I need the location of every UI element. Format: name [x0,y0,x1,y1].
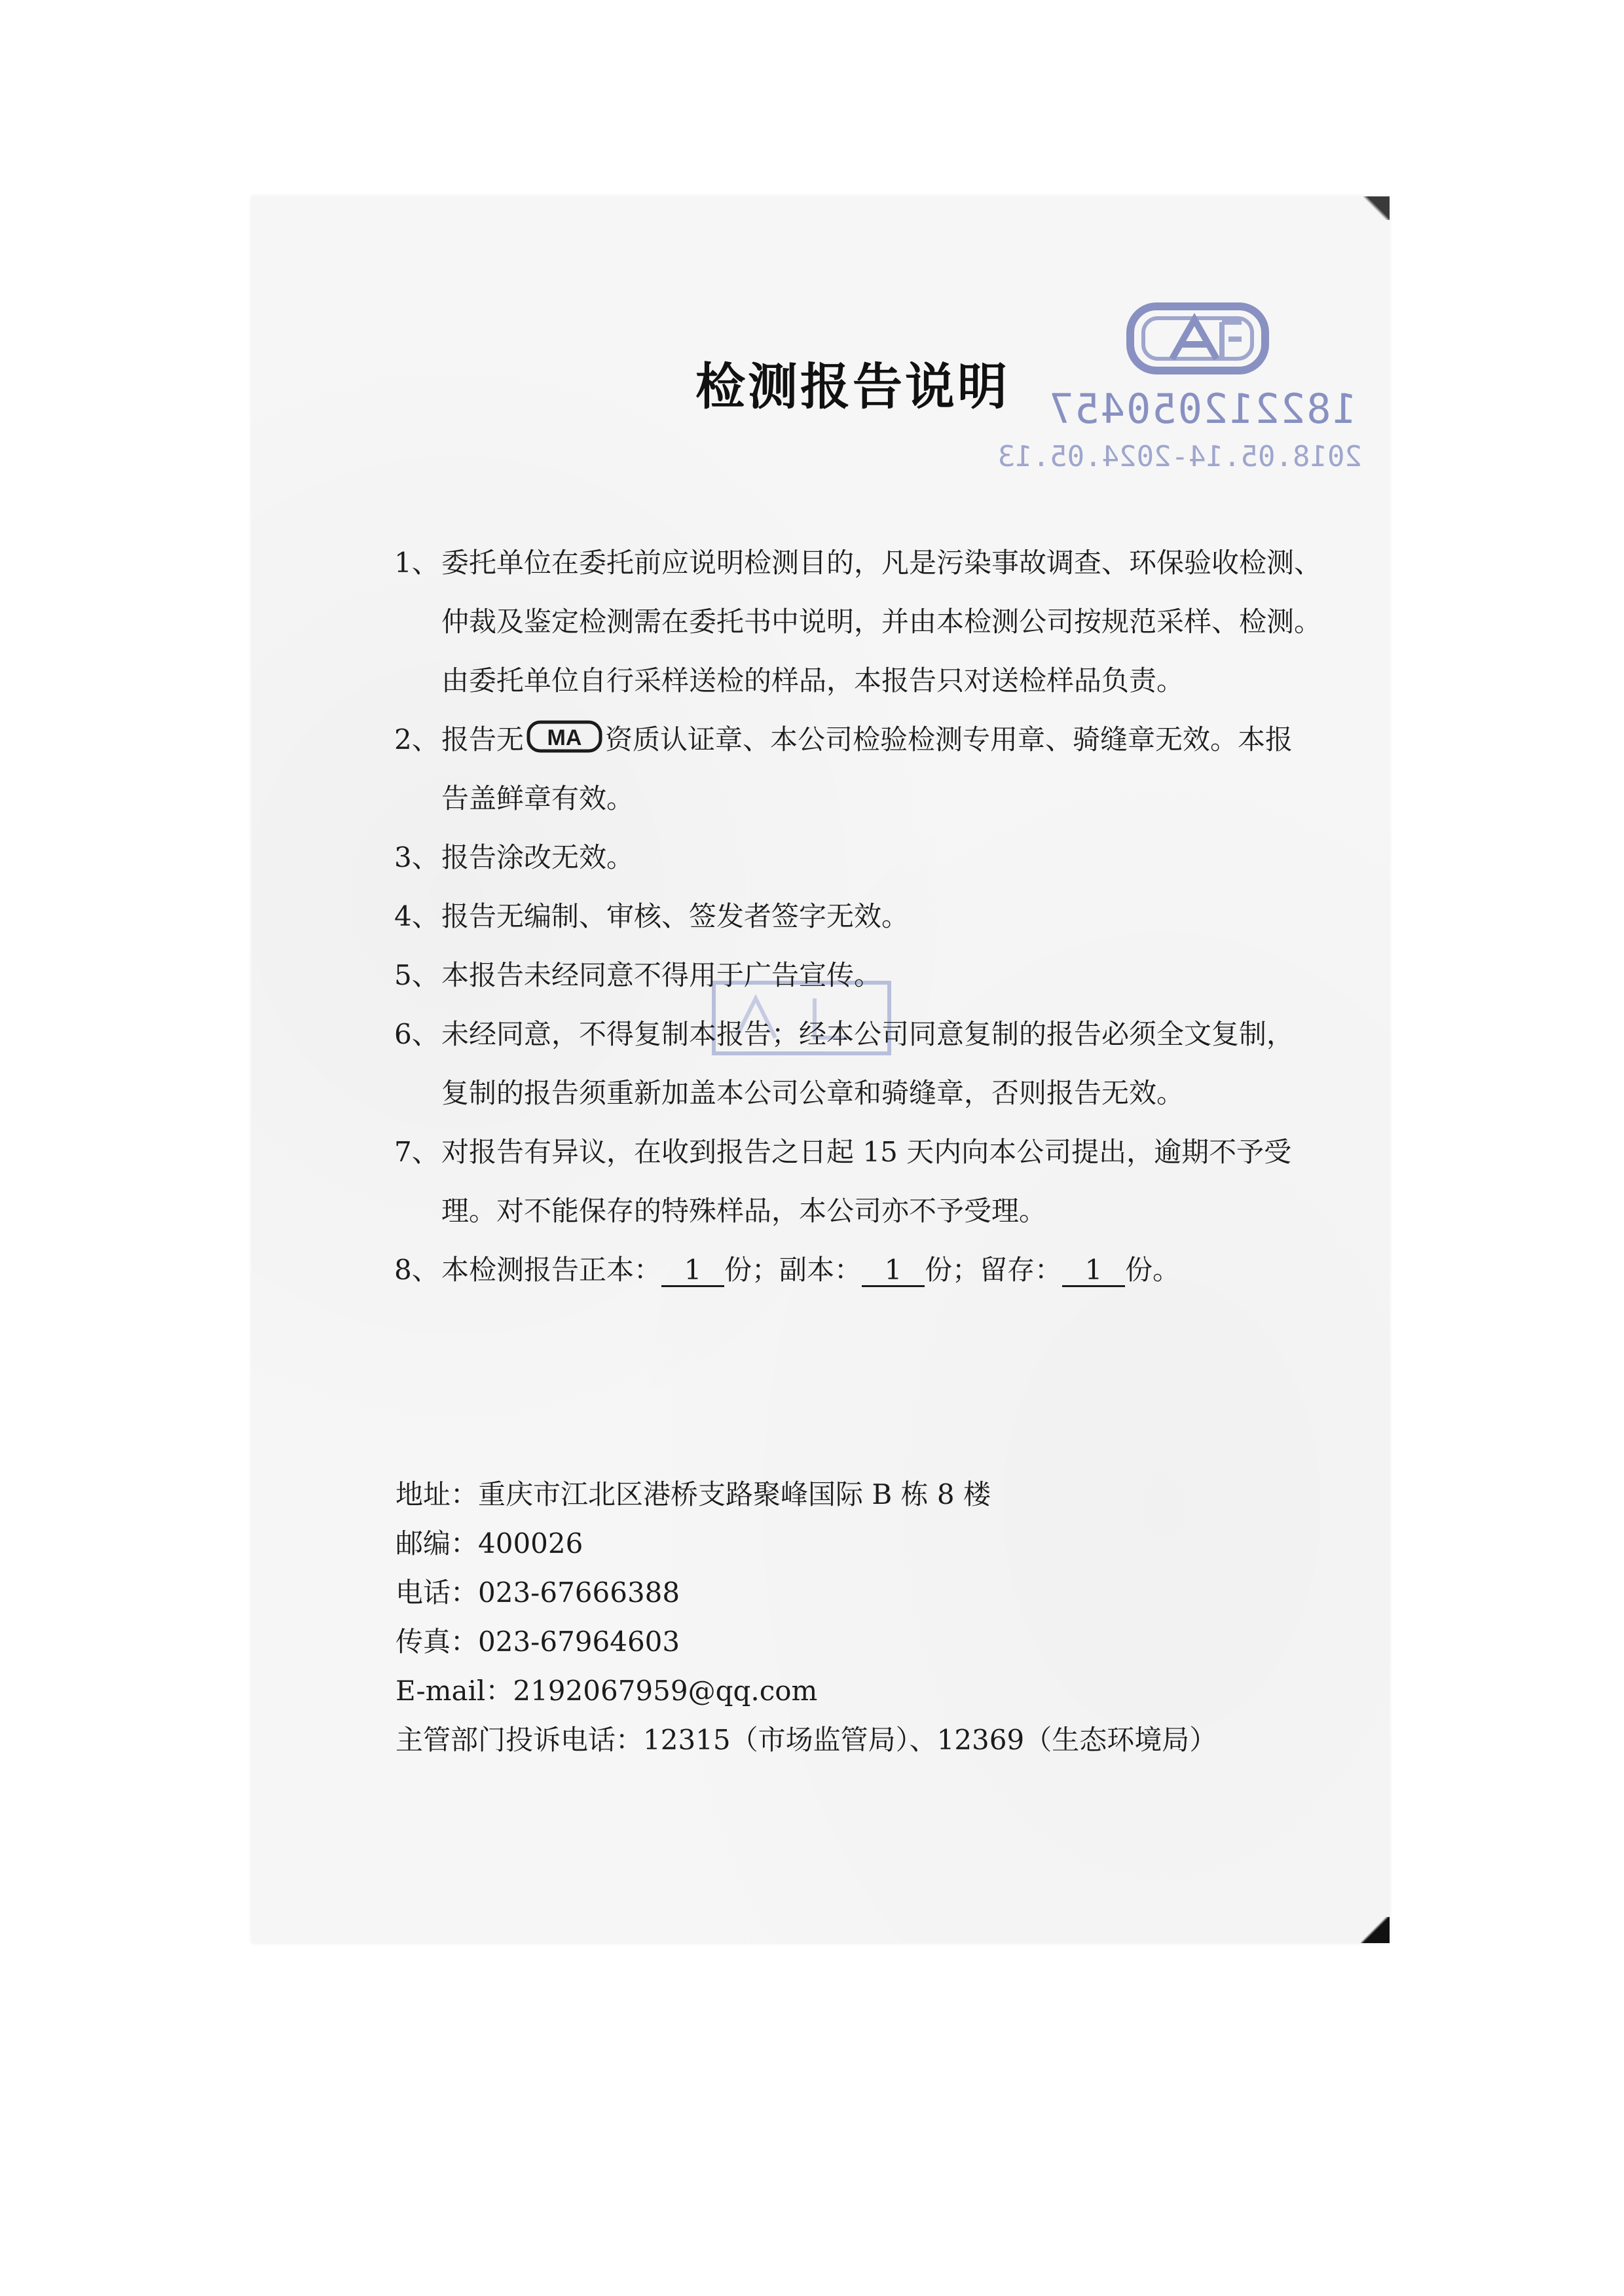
note-text: 报告无编制、审核、签发者签字无效。 [441,900,910,932]
contact-fax: 传真：023-67964603 [396,1626,680,1658]
stamp-number: 182212050457 [1048,385,1357,433]
page-title: 检测报告说明 [695,357,1010,416]
copy-count-label: 份；副本： [724,1254,862,1286]
notes-list [394,534,1337,1300]
scan-corner-top-right [1363,196,1390,220]
note-text-after-mark: 资质认证章、本公司检验检测专用章、骑缝章无效。本报 [605,723,1293,756]
note-text: 委托单位在委托前应说明检测目的，凡是污染事故调查、环保验收检测、 [441,547,1322,579]
contact-phone: 电话：023-67666388 [396,1576,680,1609]
complaint-phone: 主管部门投诉电话：12315（市场监管局）、12369（生态环境局） [396,1724,1217,1756]
note-text: 本报告未经同意不得用于广告宣传。 [441,959,882,991]
copy-count-value: 1 [862,1255,925,1287]
note-item-2 [394,710,1337,828]
document-page [251,196,1390,1943]
contact-block [396,1470,1345,1764]
contact-email: E-mail：2192067959@qq.com [396,1675,818,1707]
note-number: 1、 [394,547,439,579]
scan-corner-bottom-right [1361,1917,1390,1943]
note-text-before-mark: 报告无 [441,723,525,756]
note-text: 对报告有异议，在收到报告之日起 15 天内向本公司提出，逾期不予受 [441,1136,1292,1168]
retain-count-value: 1 [1062,1255,1125,1287]
note-text: 报告涂改无效。 [441,841,635,873]
note-text: 由委托单位自行采样送检的样品，本报告只对送检样品负责。 [441,665,1185,697]
note-item-8 [394,1241,1337,1300]
note-text: 复制的报告须重新加盖本公司公章和骑缝章，否则报告无效。 [441,1077,1185,1109]
note-number: 5、 [394,959,439,991]
note-number: 4、 [394,900,439,932]
note-text: 仲裁及鉴定检测需在委托书中说明，并由本检测公司按规范采样、检测。 [441,606,1322,638]
note-text [441,710,1337,769]
note-number: 2、 [394,723,439,756]
note-text: 理。对不能保存的特殊样品，本公司亦不予受理。 [441,1195,1047,1227]
note-item-4 [394,887,1337,946]
note-number: 6、 [394,1018,439,1050]
note-item-3 [394,828,1337,887]
contact-address: 地址：重庆市江北区港桥支路聚峰国际 B 栋 8 楼 [396,1478,991,1510]
stamp-validity: 2018.05.14-2024.05.13 [997,440,1362,473]
original-count-label: 本检测报告正本： [441,1254,662,1286]
cma-stamp [997,295,1362,491]
note-item-6 [394,1005,1337,1123]
note-text: 告盖鲜章有效。 [441,782,635,814]
note-number: 8、 [394,1254,439,1286]
note-text: 未经同意，不得复制本报告；经本公司同意复制的报告必须全文复制， [441,1018,1295,1050]
note-text [441,1241,1337,1300]
count-suffix: 份。 [1125,1254,1181,1286]
note-number: 3、 [394,841,439,873]
cma-stamp-logo-icon [1126,302,1269,374]
note-item-1 [394,534,1337,710]
note-number: 7、 [394,1136,439,1168]
cma-mark-text: MA [547,725,582,750]
note-item-7 [394,1123,1337,1241]
retain-count-label: 份；留存： [925,1254,1063,1286]
note-item-5 [394,946,1337,1005]
cma-mark-icon [526,720,602,753]
original-count-value: 1 [661,1255,724,1287]
contact-postcode: 邮编：400026 [396,1527,583,1559]
